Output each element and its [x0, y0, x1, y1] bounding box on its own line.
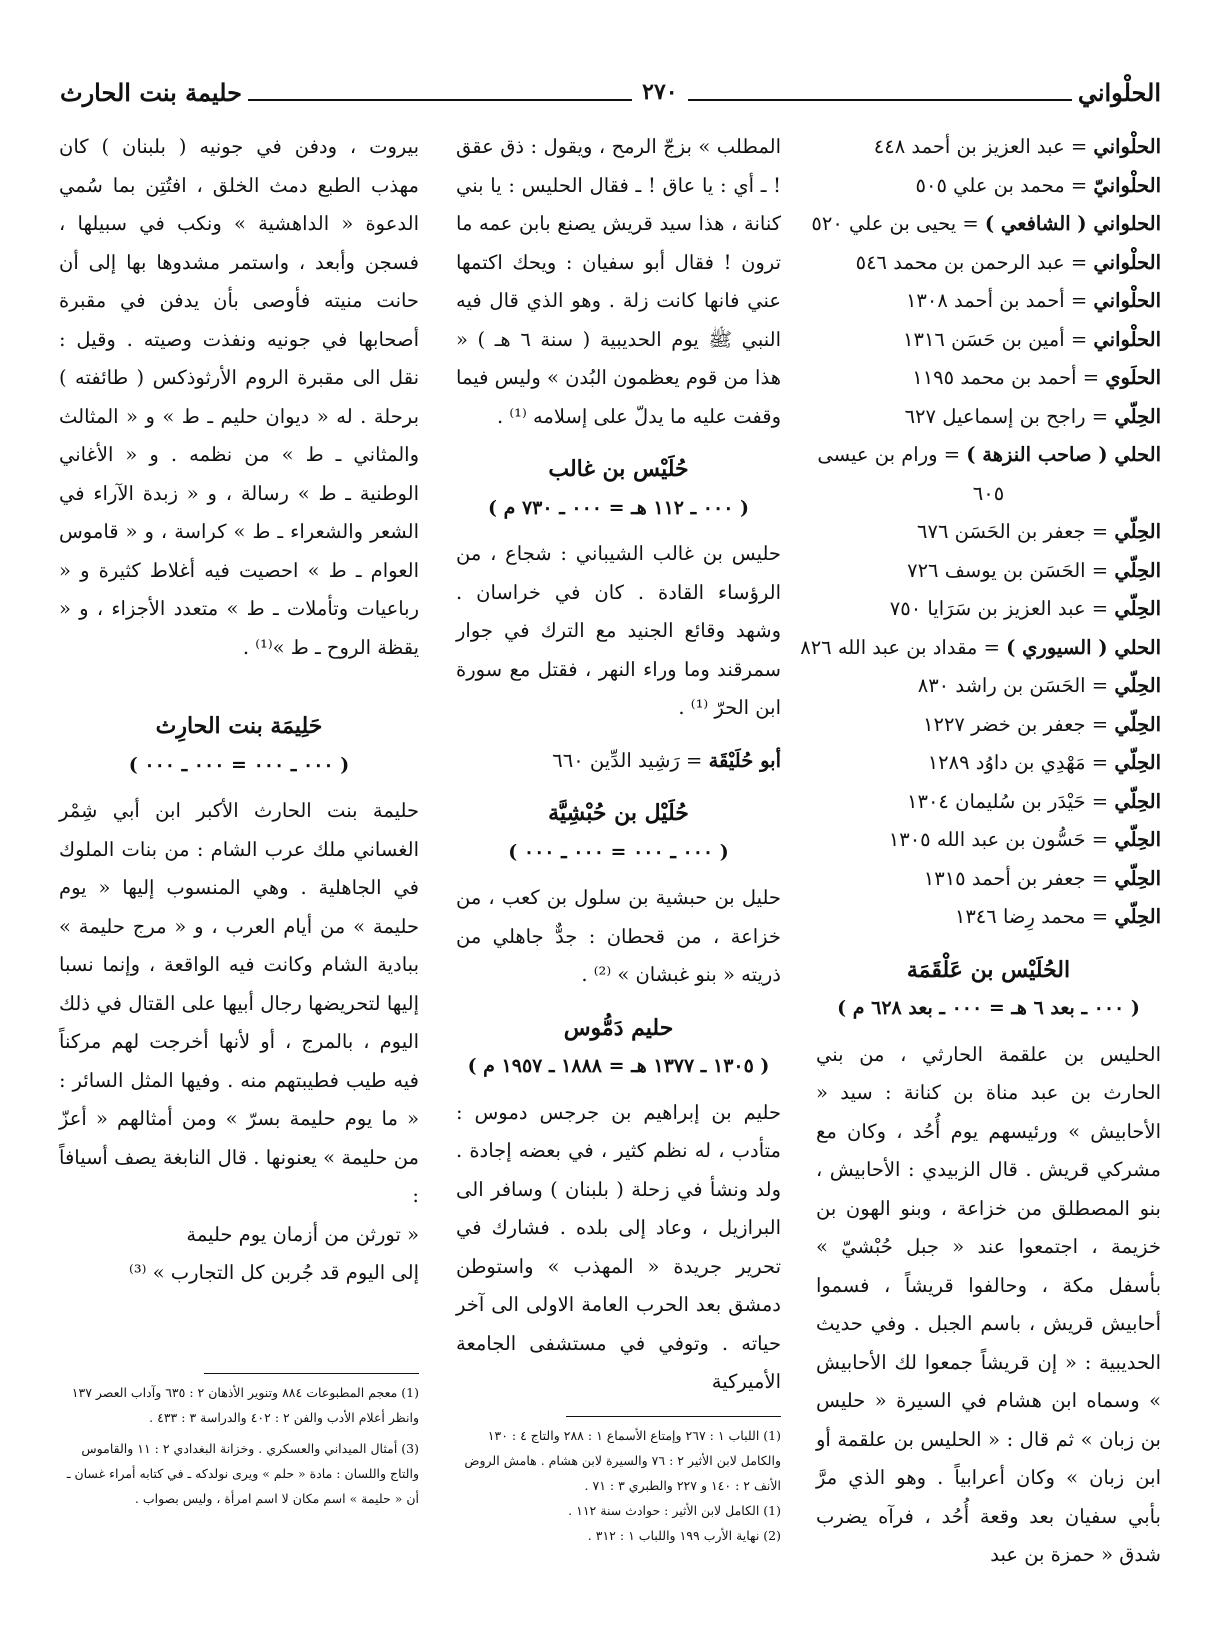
article-heading: حليم دَمُّوس — [563, 1014, 674, 1041]
cross-reference-name: الحلْوانيّ — [1093, 173, 1161, 197]
cross-reference — [816, 321, 1161, 360]
cross-reference — [816, 359, 1161, 398]
cross-reference-target: = جعفر بن خضر ١٢٢٧ — [923, 712, 1115, 736]
cross-reference — [816, 552, 1161, 591]
article-text: الحليس بن علقمة الحارثي ، من بني الحارث بن عبد مناة بن كنانة : سيد « الأحابيش » ورئيسهم يوم أُحُد ، وكان مع مشركي قريش . قال الزبيدي : الأحابيش ، بنو المصطلق من خزاعة ، وبنو الهون بن خزيمة ، اجتمعوا عند « جبل حُبْشيّ » بأسفل مكة ، وحالفوا قريشاً ، فسموا أحابيش قريش ، باسم الجبل . وفي حديث الحديبية : « إن قريشاً جمعوا لك الأحابيش » وسماه ابن هشام في السيرة « حليس بن زبان » ثم قال : « الحليس بن علقمة أو ابن زبان » وكان أعرابياً . وهو الذي مرَّ بأبي سفيان بعد وقعة أُحُد ، فرآه يضرب شدق « حمزة بن عبد — [816, 1042, 1161, 1566]
footnote: (1) اللباب ١ : ٢٦٧ وإمتاع الأسماع ١ : ٢٨٨ والتاج ٤ : ١٣٠ والكامل لابن الأثير ٢ : ٧٦ والسيرة لابن هشام . هامش الروض الأنف ٢ : ١٤٠ و ٢٢٧ والطبري ٣ : ٧١ . — [464, 1427, 781, 1493]
cross-reference-target: = يحيى بن علي ٥٢٠ — [811, 212, 985, 235]
article-text: حليس بن غالب الشيباني : شجاع ، من الرؤساء القادة . كان في خراسان . وشهد وقائع الجنيد مع الترك في جوار سمرقند وما وراء النهر ، فقتل مع سورة ابن الحرّ ⁽¹⁾ . — [456, 542, 781, 719]
cross-reference-name: الحِلّي — [1114, 751, 1161, 774]
cross-reference — [816, 128, 1161, 167]
cross-reference — [816, 898, 1161, 937]
cross-reference-target: = جعفر بن الحَسَن ٦٧٦ — [917, 520, 1115, 543]
article-heading: حُلَيْل بن حُبْشِيَّة — [548, 800, 689, 826]
cross-reference-target: = ورام بن عيسى — [817, 443, 967, 466]
header-rule-right — [688, 99, 1072, 101]
cross-reference — [800, 629, 1161, 668]
running-head-right: الحلْواني — [1077, 77, 1161, 107]
cross-reference-name: الحلْواني — [1093, 135, 1161, 158]
cross-reference-target: = عبد العزيز بن سَرَايا ٧٥٠ — [889, 597, 1115, 620]
cross-reference — [816, 436, 1161, 475]
cross-reference — [816, 282, 1161, 321]
footnote-separator — [566, 1416, 781, 1417]
cross-reference-target: = رَشِيد الدِّين ٦٦٠ — [552, 748, 709, 772]
article-dates: ( ٠٠٠ ـ بعد ٦ هـ = ٠٠٠ ـ بعد ٦٢٨ م ) — [837, 997, 1140, 1019]
cross-reference-target: = أمين بن حَسَن ١٣١٦ — [903, 327, 1094, 351]
cross-reference — [816, 398, 1161, 437]
cross-reference-target: = أحمد بن محمد ١١٩٥ — [912, 366, 1106, 389]
article-dates: ( ٠٠٠ ـ ٠٠٠ = ٠٠٠ ـ ٠٠٠ ) — [128, 753, 350, 776]
cross-reference — [816, 667, 1161, 706]
cross-reference-target: = أحمد بن أحمد ١٣٠٨ — [905, 289, 1094, 312]
page-header — [60, 72, 1161, 112]
cross-reference-name: الحِلّي — [1114, 866, 1161, 890]
cross-reference — [816, 860, 1161, 899]
cross-reference — [816, 821, 1161, 860]
cross-reference-name: الحلَوي — [1105, 366, 1161, 389]
article-heading: حُلَيْس بن غالب — [548, 456, 689, 482]
article-heading: حَلِيمَة بنت الحارِث — [155, 713, 323, 739]
cross-reference-name: الحِلّي — [1114, 558, 1161, 582]
cross-reference-target: ٦٠٥ — [972, 481, 1005, 505]
footnote-separator — [204, 1373, 419, 1374]
cross-reference-target: = عبد الرحمن بن محمد ٥٤٦ — [855, 250, 1094, 274]
cross-reference — [816, 744, 1161, 783]
article-heading: الحُلَيْس بن عَلْقَمَة — [906, 956, 1071, 983]
footnote: (1) معجم المطبوعات ٨٨٤ وتنوير الأذهان ٢ : ٦٣٥ وآداب العصر ١٣٧ وانظر أعلام الأدب والفن ٢ : ٤٠٢ والدراسة ٣ : ٤٣٣ . — [71, 1384, 419, 1425]
cross-reference-target: = عبد العزيز بن أحمد ٤٤٨ — [873, 135, 1094, 158]
article-dates: ( ١٣٠٥ ـ ١٣٧٧ هـ = ١٨٨٨ ـ ١٩٥٧ م ) — [467, 1055, 770, 1077]
cross-reference-name: الحِلّي — [1114, 712, 1161, 736]
article-dates: ( ٠٠٠ ـ ١١٢ هـ = ٠٠٠ ـ ٧٣٠ م ) — [487, 496, 750, 519]
cross-reference — [816, 475, 1161, 514]
cross-reference — [816, 244, 1161, 283]
cross-reference — [456, 742, 781, 781]
column-right — [800, 128, 1161, 1575]
footnote: (2) نهاية الأرب ١٩٩ واللباب ١ : ٣١٢ . — [587, 1527, 781, 1543]
column-middle — [456, 128, 781, 1548]
cross-reference-target: = حَيْدَر بن سُليمان ١٣٠٤ — [907, 789, 1115, 813]
poetry-verse: إلى اليوم قد جُربن كل التجارب » ⁽³⁾ — [129, 1261, 419, 1284]
cross-reference-name: الحلي ( صاحب النزهة ) — [966, 443, 1161, 466]
cross-reference-list — [800, 128, 1161, 937]
running-head-left: حليمة بنت الحارث — [60, 77, 242, 107]
cross-reference-target: = راجح بن إسماعيل ٦٢٧ — [904, 404, 1115, 428]
header-rule-left — [248, 99, 632, 101]
article-text: المطلب » بزجّ الرمح ، ويقول : ذق عقق ! ـ أي : يا عاق ! ـ فقال الحليس : يا بني كنانة ، هذا سيد قريش يصنع بابن عمه ما ترون ! فقال أبو سفيان : ويحك اكتمها عني فانها كانت زلة . وهو الذي قال فيه النبي ﷺ يوم الحديبية ( سنة ٦ هـ ) « هذا من قوم يعظمون البُدن » وليس فيما وقفت عليه ما يدلّ على إسلامه ⁽¹⁾ . — [456, 135, 781, 428]
article-text: حليم بن إبراهيم بن جرجس دموس : متأدب ، له نظم كثير ، في بعضه إجادة . ولد ونشأ في زحلة ( بلبنان ) وسافر الى البرازيل ، وعاد إلى بلده . فشارك في تحرير جريدة « المهذب » واستوطن دمشق بعد الحرب العامة الاولى الى آخر حياته . وتوفي في مستشفى الجامعة الأميركية — [456, 1100, 781, 1393]
cross-reference-name: الحِلّي — [1114, 520, 1161, 543]
footnote: (3) أمثال الميداني والعسكري . وخزانة البغدادي ٢ : ١١ والقاموس والتاج واللسان : مادة « حلم » ويرى نولدكه ـ في كتابه أمراء غسان ـ أن « حليمة » اسم مكان لا اسم امرأة ، وليس بصواب . — [66, 1440, 419, 1506]
cross-reference-target: = حَسُّون بن عبد الله ١٣٠٥ — [888, 828, 1115, 851]
article-text: حليمة بنت الحارث الأكبر ابن أبي شِمْر الغساني ملك عرب الشام : من بنات الملوك في الجاهلية . وهي المنسوب إليها « يوم حليمة » من أيام العرب ، و « مرج حليمة » ببادية الشام وكانت فيه الواقعة ، وإنما نسبا إليها لتحريضها رجال أبيها على القتال في ذلك اليوم ، بالمرج ، أو لأنها أخرجت لهم مركناً فيه طيب فطيبتهم منه . وفيها المثل السائر : « ما يوم حليمة بسرّ » ومن أمثالهم « أعزّ من حليمة » يعنونها . قال النابغة يصف أسيافاً : — [59, 799, 419, 1207]
article-dates: ( ٠٠٠ ـ ٠٠٠ = ٠٠٠ ـ ٠٠٠ ) — [508, 840, 729, 863]
cross-reference-name: الحِلّي — [1114, 404, 1161, 428]
cross-reference-name: الحِلّي — [1114, 597, 1161, 620]
cross-reference-target: = مَهْدِي بن داوُد ١٢٨٩ — [927, 751, 1115, 774]
cross-reference — [816, 783, 1161, 822]
cross-reference-name: الحلْواني — [1093, 250, 1161, 274]
footnote: (1) الكامل لابن الأثير : حوادث سنة ١١٢ . — [568, 1502, 781, 1518]
poetry-verse: « تورثن من أزمان يوم حليمة — [186, 1222, 419, 1246]
cross-reference-target: = جعفر بن أحمد ١٣١٥ — [923, 866, 1115, 890]
cross-reference-name: الحلواني ( الشافعي ) — [984, 212, 1161, 235]
cross-reference-target: = الحَسَن بن يوسف ٧٢٦ — [907, 558, 1115, 582]
cross-reference — [816, 706, 1161, 745]
cross-reference-target: = مقداد بن عبد الله ٨٢٦ — [800, 635, 1007, 659]
cross-reference — [816, 590, 1161, 629]
cross-reference — [816, 513, 1161, 552]
cross-reference-target: = محمد رِضا ١٣٤٦ — [954, 905, 1115, 928]
article-text: حليل بن حبشية بن سلول بن كعب ، من خزاعة ، من قحطان : جدٌّ جاهلي من ذريته « بنو غبشان » ⁽²⁾ . — [456, 886, 781, 986]
cross-reference-target: = محمد بن علي ٥٠٥ — [915, 173, 1094, 197]
cross-reference-target: = الحَسَن بن راشد ٨٣٠ — [917, 674, 1115, 697]
cross-reference — [811, 205, 1161, 244]
cross-reference-name: الحِلّي — [1114, 674, 1161, 697]
cross-reference-name: الحلْواني — [1093, 327, 1161, 351]
cross-reference-name: الحلي ( السيوري ) — [1006, 635, 1161, 659]
column-left — [59, 128, 419, 1511]
cross-reference-name: الحِلّي — [1114, 828, 1161, 851]
article-text: بيروت ، ودفن في جونيه ( بلبنان ) كان مهذب الطبع دمث الخلق ، افتُتِن بما سُمي الدعوة « الداهشية » ونكب في سبيلها ، فسجن وأبعد ، واستمر مشدوها بها إلى أن حانت منيته فأوصى بأن يدفن في مقبرة أصحابها في جونيه ونفذت وصيته . وقيل : نقل الى مقبرة الروم الأرثوذكس ( طائفته ) برحلة . له « ديوان حليم ـ ط » و « المثالث والمثاني ـ ط » من نظمه . و « الأغاني الوطنية ـ ط » رسالة ، و « زبدة الآراء في الشعر والشعراء ـ ط » كراسة ، و « قاموس العوام ـ ط » احصيت فيه أغلاط كثيرة و « رباعيات وتأملات ـ ط » متعدد الأجزاء ، و « يقظة الروح ـ ط »⁽¹⁾ . — [59, 135, 419, 659]
cross-reference-name: أبو حُلَيْقَة — [708, 748, 781, 772]
cross-reference-name: الحِلّي — [1114, 789, 1161, 813]
cross-reference-name: الحلْواني — [1093, 289, 1161, 312]
page-number: ٢٧٠ — [642, 79, 678, 105]
cross-reference-name: الحِلّي — [1114, 905, 1161, 928]
cross-reference — [816, 167, 1161, 206]
